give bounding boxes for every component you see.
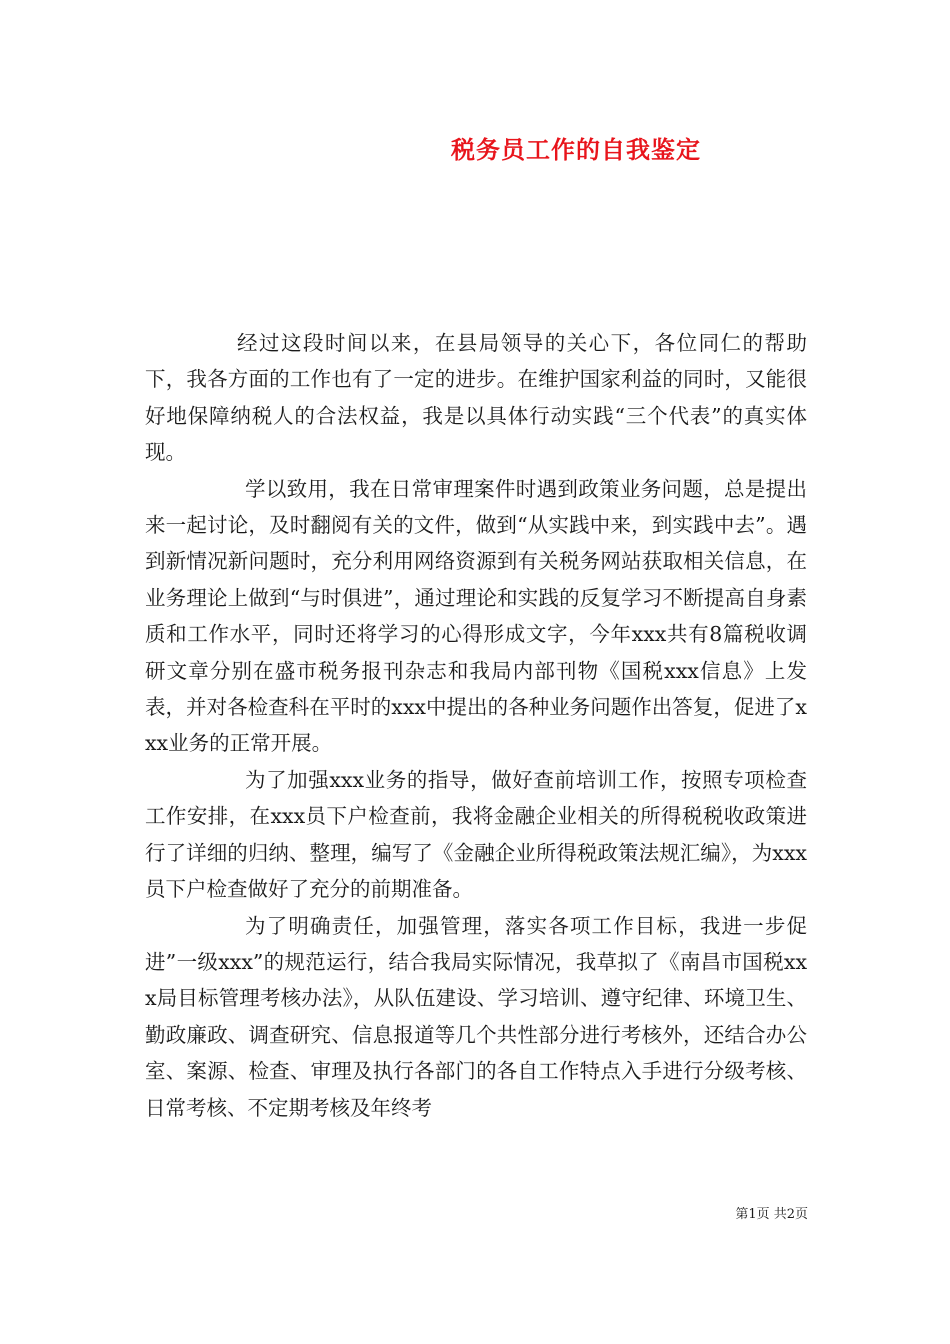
page-number-footer [650,1206,808,1224]
document-body [145,325,807,1126]
document-title: 税务员工作的自我鉴定 [451,135,701,164]
paragraph-4: 为了明确责任，加强管理，落实各项工作目标，我进一步促进”一级xxx”的规范运行，结合我局实际情况，我草拟了《南昌市国税xxx局目标管理考核办法》，从队伍建设、学习培训、遵守纪律、环境卫生、勤政廉政、调查研究、信息报道等几个共性部分进行考核外，还结合办公室、案源、检查、审理及执行各部门的各自工作特点入手进行分级考核、日常考核、不定期考核及年终考 [145,913,807,1120]
paragraph-2: 学以致用，我在日常审理案件时遇到政策业务问题，总是提出来一起讨论，及时翻阅有关的文件，做到“从实践中来，到实践中去”。遇到新情况新问题时，充分利用网络资源到有关税务网站获取相关信息，在业务理论上做到“与时俱进”，通过理论和实践的反复学习不断提高自身素质和工作水平，同时还将学习的心得形成文字，今年xxx共有8篇税收调研文章分别在盛市税务报刊杂志和我局内部刊物《国税xxx信息》上发表，并对各检查科在平时的xxx中提出的各种业务问题作出答复，促进了xxx业务的正常开展。 [145,476,807,756]
page-number-label: 第1页 共2页 [735,1207,808,1222]
paragraph-1: 经过这段时间以来，在县局领导的关心下，各位同仁的帮助下，我各方面的工作也有了一定的进步。在维护国家利益的同时，又能很好地保障纳税人的合法权益，我是以具体行动实践“三个代表”的真实体现。 [145,331,807,465]
paragraph-3: 为了加强xxx业务的指导，做好查前培训工作，按照专项检查工作安排，在xxx员下户检查前，我将金融企业相关的所得税税收政策进行了详细的归纳、整理，编写了《金融企业所得税政策法规汇编》，为xxx员下户检查做好了充分的前期准备。 [145,767,807,902]
